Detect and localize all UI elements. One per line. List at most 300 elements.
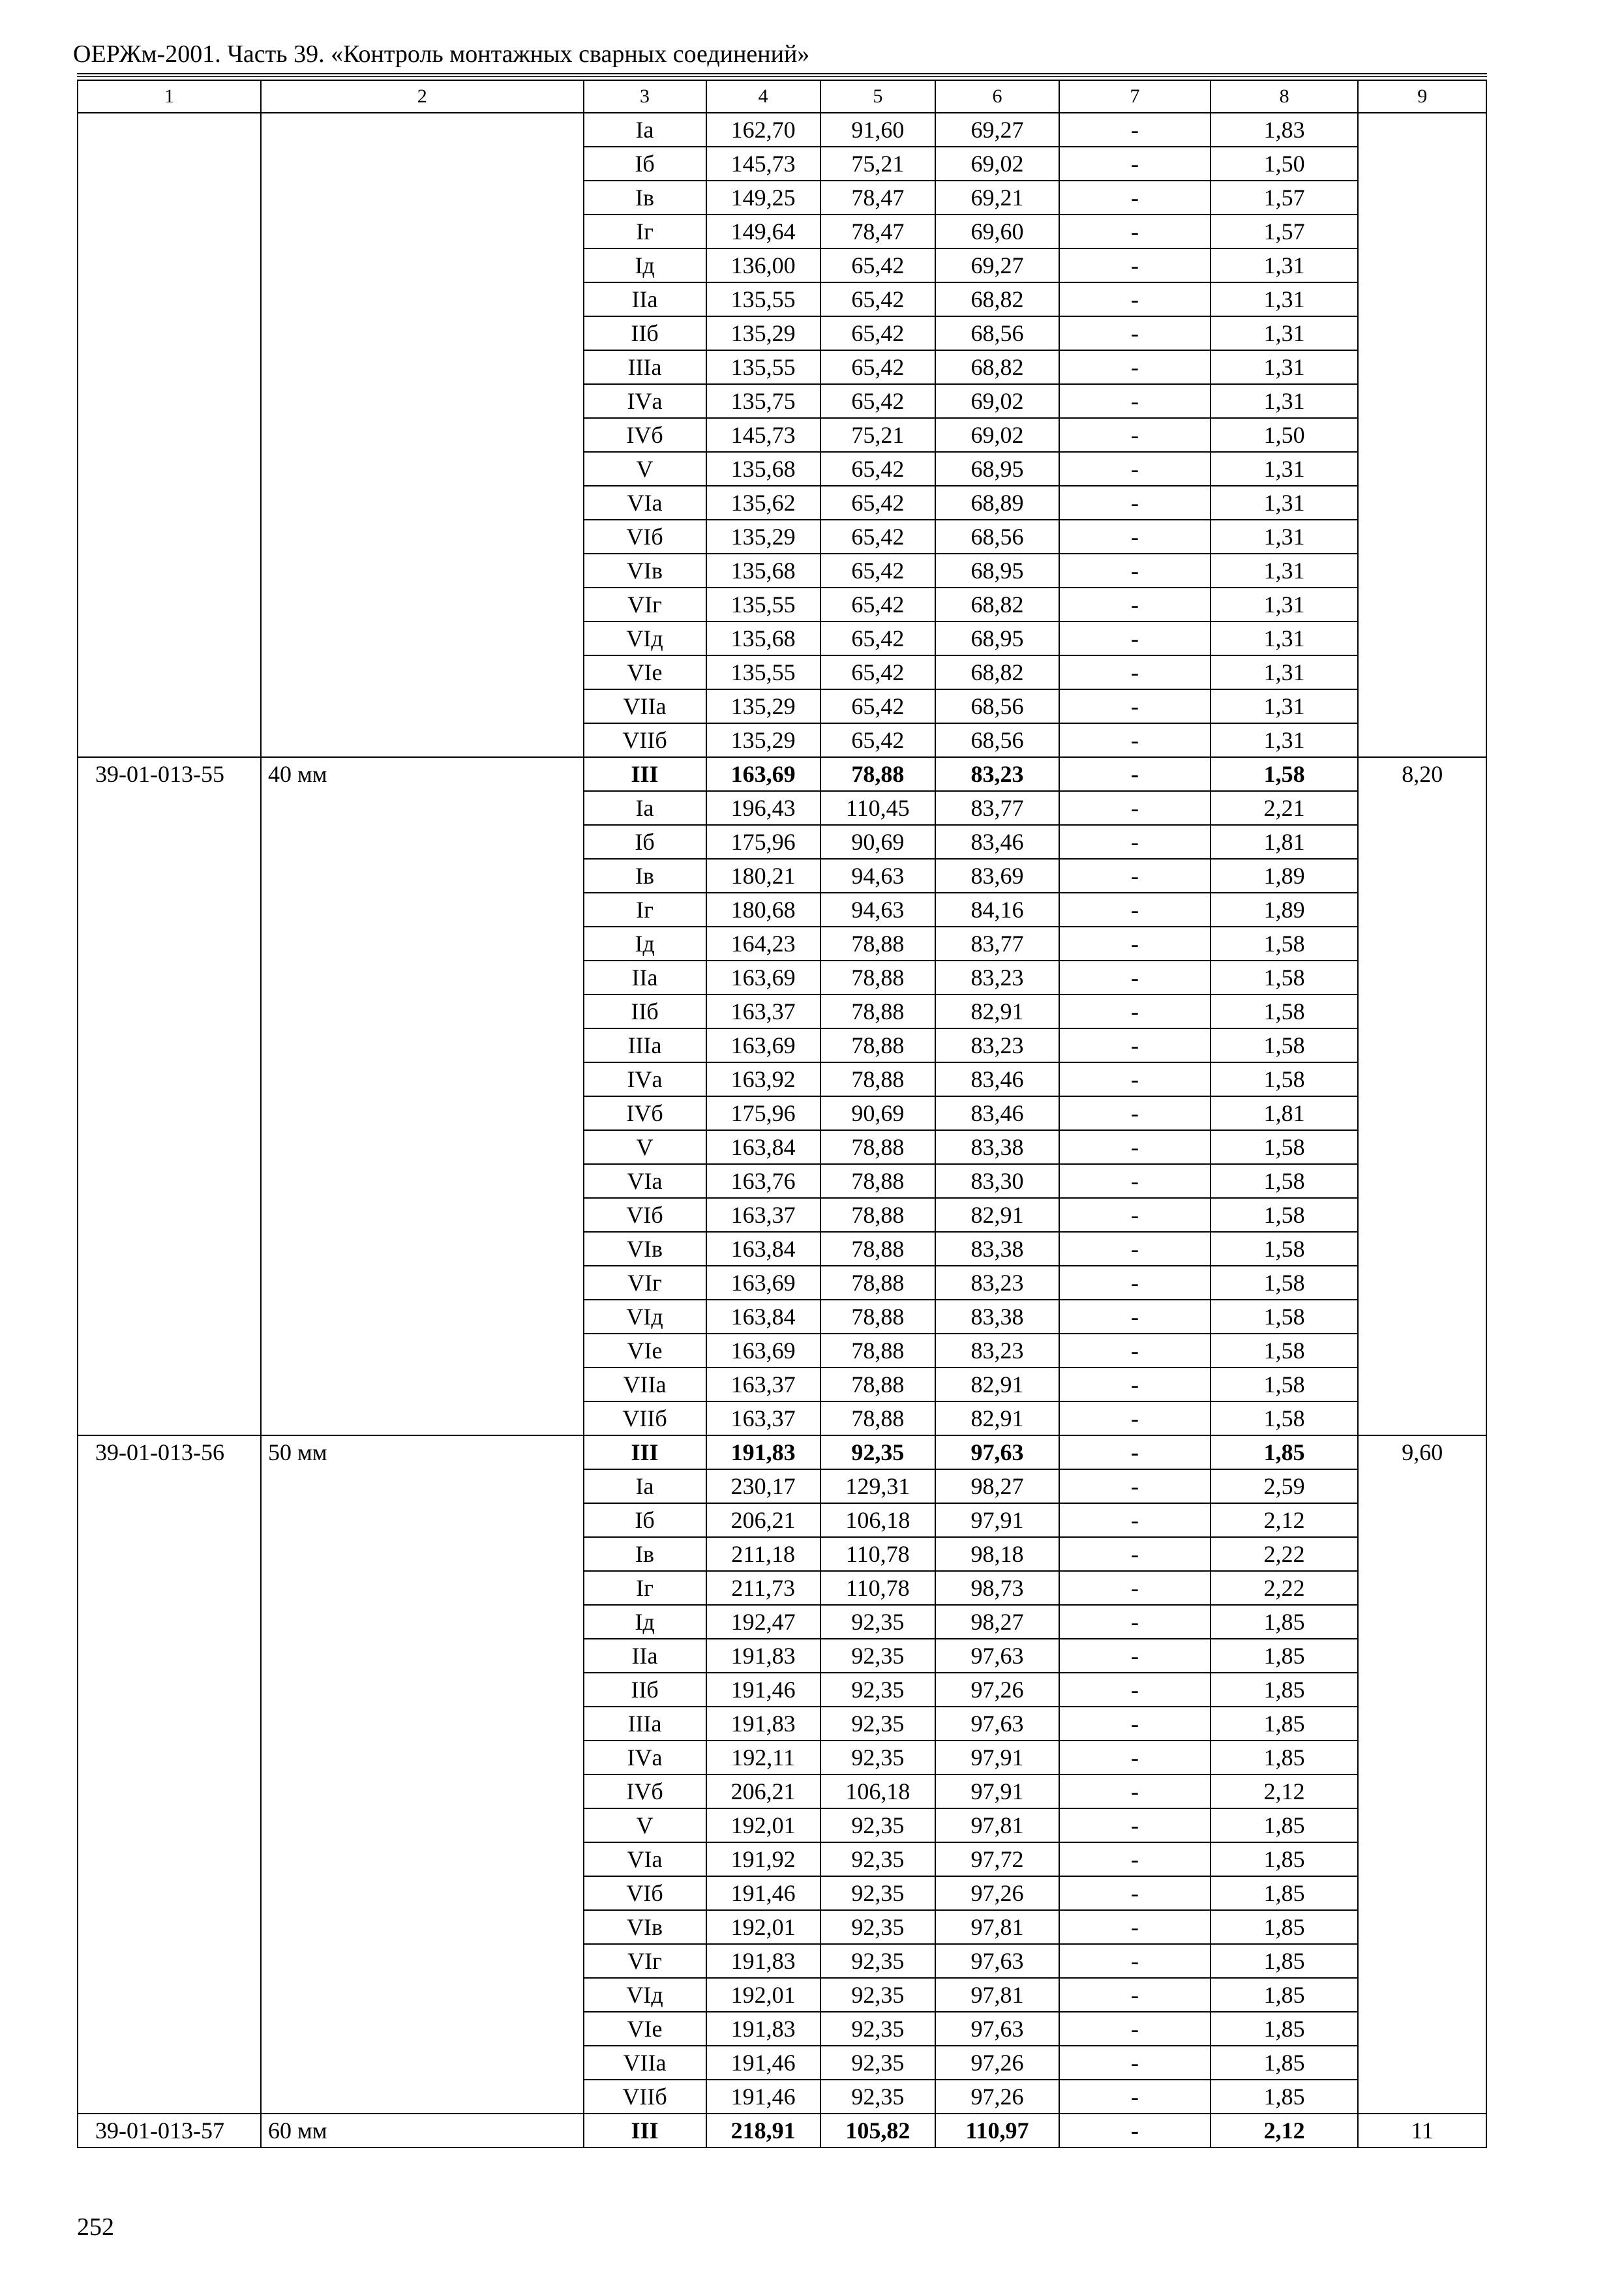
col7-value-cell: -	[1059, 689, 1210, 723]
col9-value-cell: 11	[1358, 2114, 1486, 2147]
section-cell: IIа	[584, 961, 706, 995]
col8-value-cell: 1,31	[1210, 486, 1358, 520]
section-cell: Iа	[584, 1469, 706, 1503]
col4-value-cell: 218,91	[706, 2114, 820, 2147]
col8-value-cell: 2,12	[1210, 1774, 1358, 1808]
column-number-cell: 6	[935, 80, 1059, 113]
col7-value-cell: -	[1059, 248, 1210, 282]
col5-value-cell: 75,21	[820, 147, 935, 181]
section-cell: VIе	[584, 1334, 706, 1368]
col4-value-cell: 191,83	[706, 1707, 820, 1741]
col4-value-cell: 163,84	[706, 1232, 820, 1266]
col5-value-cell: 92,35	[820, 1978, 935, 2012]
col4-value-cell: 191,83	[706, 2012, 820, 2046]
col6-value-cell: 69,27	[935, 248, 1059, 282]
col5-value-cell: 92,35	[820, 1435, 935, 1469]
col4-value-cell: 135,68	[706, 554, 820, 588]
col7-value-cell: -	[1059, 995, 1210, 1028]
col8-value-cell: 1,31	[1210, 621, 1358, 655]
section-cell: IIб	[584, 995, 706, 1028]
section-cell: Iв	[584, 1537, 706, 1571]
col7-value-cell: -	[1059, 1842, 1210, 1876]
col6-value-cell: 97,72	[935, 1842, 1059, 1876]
table-row	[78, 113, 1486, 147]
col8-value-cell: 1,89	[1210, 859, 1358, 893]
col4-value-cell: 192,11	[706, 1741, 820, 1774]
col6-value-cell: 97,63	[935, 1435, 1059, 1469]
rate-code-cell: 39-01-013-55	[78, 757, 261, 1435]
section-cell: VIд	[584, 621, 706, 655]
col4-value-cell: 211,73	[706, 1571, 820, 1605]
col8-value-cell: 1,85	[1210, 1978, 1358, 2012]
col6-value-cell: 82,91	[935, 1401, 1059, 1435]
column-number-cell: 2	[261, 80, 584, 113]
col8-value-cell: 1,50	[1210, 418, 1358, 452]
col6-value-cell: 68,82	[935, 655, 1059, 689]
header-rule-thick	[77, 73, 1487, 74]
col5-value-cell: 94,63	[820, 893, 935, 927]
col4-value-cell: 192,01	[706, 1808, 820, 1842]
section-cell: Iв	[584, 181, 706, 215]
col5-value-cell: 78,88	[820, 927, 935, 961]
col5-value-cell: 92,35	[820, 1876, 935, 1910]
col7-value-cell: -	[1059, 1096, 1210, 1130]
col7-value-cell: -	[1059, 1164, 1210, 1198]
rate-name-cell: 50 мм	[261, 1435, 584, 2114]
col5-value-cell: 92,35	[820, 1639, 935, 1673]
col5-value-cell: 65,42	[820, 350, 935, 384]
col4-value-cell: 163,92	[706, 1062, 820, 1096]
col4-value-cell: 135,75	[706, 384, 820, 418]
col7-value-cell: -	[1059, 2080, 1210, 2114]
col6-value-cell: 82,91	[935, 1198, 1059, 1232]
col8-value-cell: 1,89	[1210, 893, 1358, 927]
col6-value-cell: 68,95	[935, 554, 1059, 588]
col7-value-cell: -	[1059, 554, 1210, 588]
col5-value-cell: 78,88	[820, 1130, 935, 1164]
col8-value-cell: 1,58	[1210, 1401, 1358, 1435]
section-cell: IVа	[584, 1741, 706, 1774]
rate-code-cell: 39-01-013-56	[78, 1435, 261, 2114]
col6-value-cell: 97,26	[935, 2080, 1059, 2114]
col8-value-cell: 1,85	[1210, 1842, 1358, 1876]
col6-value-cell: 97,26	[935, 1673, 1059, 1707]
col7-value-cell: -	[1059, 486, 1210, 520]
section-cell: VIе	[584, 655, 706, 689]
col5-value-cell: 78,88	[820, 1232, 935, 1266]
col4-value-cell: 230,17	[706, 1469, 820, 1503]
section-cell: III	[584, 1435, 706, 1469]
section-cell: Iд	[584, 927, 706, 961]
col5-value-cell: 92,35	[820, 2046, 935, 2080]
col8-value-cell: 1,85	[1210, 1605, 1358, 1639]
col5-value-cell: 78,47	[820, 215, 935, 248]
col4-value-cell: 163,69	[706, 1266, 820, 1300]
section-cell: V	[584, 1130, 706, 1164]
col7-value-cell: -	[1059, 1368, 1210, 1401]
col8-value-cell: 2,12	[1210, 1503, 1358, 1537]
col5-value-cell: 92,35	[820, 1910, 935, 1944]
col6-value-cell: 98,27	[935, 1469, 1059, 1503]
col5-value-cell: 65,42	[820, 689, 935, 723]
col7-value-cell: -	[1059, 1639, 1210, 1673]
col4-value-cell: 135,29	[706, 316, 820, 350]
col7-value-cell: -	[1059, 418, 1210, 452]
col5-value-cell: 91,60	[820, 113, 935, 147]
col4-value-cell: 191,46	[706, 2080, 820, 2114]
section-cell: VIд	[584, 1300, 706, 1334]
section-cell: VIв	[584, 554, 706, 588]
col8-value-cell: 1,58	[1210, 1232, 1358, 1266]
col5-value-cell: 78,88	[820, 1266, 935, 1300]
col4-value-cell: 135,29	[706, 723, 820, 757]
col5-value-cell: 105,82	[820, 2114, 935, 2147]
col8-value-cell: 1,58	[1210, 1164, 1358, 1198]
header-rule-thin	[77, 76, 1487, 77]
section-cell: VIа	[584, 1164, 706, 1198]
section-cell: V	[584, 1808, 706, 1842]
section-cell: VIIа	[584, 2046, 706, 2080]
col6-value-cell: 97,63	[935, 1639, 1059, 1673]
col7-value-cell: -	[1059, 2114, 1210, 2147]
col5-value-cell: 78,88	[820, 1198, 935, 1232]
section-cell: VIг	[584, 1944, 706, 1978]
col4-value-cell: 135,29	[706, 520, 820, 554]
col6-value-cell: 83,46	[935, 825, 1059, 859]
col6-value-cell: 97,91	[935, 1741, 1059, 1774]
col7-value-cell: -	[1059, 1673, 1210, 1707]
col7-value-cell: -	[1059, 2046, 1210, 2080]
col7-value-cell: -	[1059, 1503, 1210, 1537]
col8-value-cell: 1,58	[1210, 1198, 1358, 1232]
col8-value-cell: 1,85	[1210, 1876, 1358, 1910]
section-cell: VIIб	[584, 723, 706, 757]
col4-value-cell: 163,76	[706, 1164, 820, 1198]
col7-value-cell: -	[1059, 588, 1210, 621]
col5-value-cell: 110,78	[820, 1537, 935, 1571]
col7-value-cell: -	[1059, 350, 1210, 384]
col8-value-cell: 1,85	[1210, 1639, 1358, 1673]
col7-value-cell: -	[1059, 215, 1210, 248]
col6-value-cell: 83,77	[935, 927, 1059, 961]
col6-value-cell: 83,23	[935, 961, 1059, 995]
col4-value-cell: 135,62	[706, 486, 820, 520]
col4-value-cell: 135,55	[706, 350, 820, 384]
col4-value-cell: 191,46	[706, 1876, 820, 1910]
col8-value-cell: 2,22	[1210, 1571, 1358, 1605]
col8-value-cell: 1,58	[1210, 1300, 1358, 1334]
column-number-row	[78, 80, 1486, 113]
col5-value-cell: 92,35	[820, 1741, 935, 1774]
col4-value-cell: 180,21	[706, 859, 820, 893]
col7-value-cell: -	[1059, 825, 1210, 859]
section-cell: Iд	[584, 248, 706, 282]
col6-value-cell: 69,02	[935, 418, 1059, 452]
col7-value-cell: -	[1059, 859, 1210, 893]
col4-value-cell: 135,68	[706, 621, 820, 655]
col4-value-cell: 149,25	[706, 181, 820, 215]
col6-value-cell: 68,89	[935, 486, 1059, 520]
col7-value-cell: -	[1059, 1062, 1210, 1096]
col8-value-cell: 1,31	[1210, 248, 1358, 282]
col8-value-cell: 1,57	[1210, 181, 1358, 215]
col6-value-cell: 69,60	[935, 215, 1059, 248]
col7-value-cell: -	[1059, 791, 1210, 825]
col4-value-cell: 135,68	[706, 452, 820, 486]
col6-value-cell: 82,91	[935, 1368, 1059, 1401]
col5-value-cell: 65,42	[820, 723, 935, 757]
col8-value-cell: 1,31	[1210, 689, 1358, 723]
col8-value-cell: 1,83	[1210, 113, 1358, 147]
col4-value-cell: 163,69	[706, 1028, 820, 1062]
col8-value-cell: 1,85	[1210, 1435, 1358, 1469]
col8-value-cell: 1,85	[1210, 2046, 1358, 2080]
col7-value-cell: -	[1059, 1266, 1210, 1300]
column-number-cell: 5	[820, 80, 935, 113]
col8-value-cell: 1,85	[1210, 2012, 1358, 2046]
col4-value-cell: 191,83	[706, 1639, 820, 1673]
section-cell: IIIа	[584, 350, 706, 384]
page-number: 252	[77, 2213, 114, 2241]
section-cell: IIа	[584, 282, 706, 316]
col5-value-cell: 65,42	[820, 282, 935, 316]
col8-value-cell: 1,57	[1210, 215, 1358, 248]
col5-value-cell: 65,42	[820, 316, 935, 350]
col5-value-cell: 106,18	[820, 1503, 935, 1537]
col5-value-cell: 78,88	[820, 1164, 935, 1198]
col7-value-cell: -	[1059, 927, 1210, 961]
col8-value-cell: 1,31	[1210, 452, 1358, 486]
col8-value-cell: 1,31	[1210, 554, 1358, 588]
section-cell: IVб	[584, 1096, 706, 1130]
col8-value-cell: 1,31	[1210, 350, 1358, 384]
col7-value-cell: -	[1059, 1334, 1210, 1368]
col8-value-cell: 1,58	[1210, 1266, 1358, 1300]
col7-value-cell: -	[1059, 1198, 1210, 1232]
col7-value-cell: -	[1059, 757, 1210, 791]
col4-value-cell: 163,37	[706, 1401, 820, 1435]
col4-value-cell: 145,73	[706, 147, 820, 181]
col4-value-cell: 163,84	[706, 1300, 820, 1334]
col7-value-cell: -	[1059, 1571, 1210, 1605]
col8-value-cell: 2,21	[1210, 791, 1358, 825]
col8-value-cell: 2,12	[1210, 2114, 1358, 2147]
col5-value-cell: 92,35	[820, 1707, 935, 1741]
col6-value-cell: 83,38	[935, 1232, 1059, 1266]
col6-value-cell: 69,27	[935, 113, 1059, 147]
col9-value-cell: 8,20	[1358, 757, 1486, 1435]
col8-value-cell: 1,31	[1210, 588, 1358, 621]
col6-value-cell: 110,97	[935, 2114, 1059, 2147]
col4-value-cell: 192,47	[706, 1605, 820, 1639]
col8-value-cell: 1,58	[1210, 1062, 1358, 1096]
rate-name-cell: 40 мм	[261, 757, 584, 1435]
col5-value-cell: 65,42	[820, 384, 935, 418]
section-cell: Iв	[584, 859, 706, 893]
col6-value-cell: 69,02	[935, 147, 1059, 181]
col6-value-cell: 97,63	[935, 1707, 1059, 1741]
col7-value-cell: -	[1059, 961, 1210, 995]
col5-value-cell: 78,88	[820, 1300, 935, 1334]
col6-value-cell: 68,56	[935, 520, 1059, 554]
col5-value-cell: 110,78	[820, 1571, 935, 1605]
col6-value-cell: 83,77	[935, 791, 1059, 825]
col6-value-cell: 68,56	[935, 689, 1059, 723]
col6-value-cell: 97,91	[935, 1774, 1059, 1808]
col4-value-cell: 163,37	[706, 1198, 820, 1232]
col6-value-cell: 82,91	[935, 995, 1059, 1028]
section-cell: VIIб	[584, 1401, 706, 1435]
col5-value-cell: 65,42	[820, 655, 935, 689]
col5-value-cell: 78,88	[820, 1028, 935, 1062]
col8-value-cell: 1,85	[1210, 1707, 1358, 1741]
col5-value-cell: 75,21	[820, 418, 935, 452]
col4-value-cell: 175,96	[706, 825, 820, 859]
col8-value-cell: 1,31	[1210, 384, 1358, 418]
section-cell: VIе	[584, 2012, 706, 2046]
col5-value-cell: 65,42	[820, 554, 935, 588]
section-cell: Iа	[584, 791, 706, 825]
col7-value-cell: -	[1059, 452, 1210, 486]
col6-value-cell: 83,46	[935, 1062, 1059, 1096]
section-cell: Iб	[584, 1503, 706, 1537]
column-number-cell: 4	[706, 80, 820, 113]
col5-value-cell: 65,42	[820, 621, 935, 655]
col4-value-cell: 192,01	[706, 1910, 820, 1944]
section-cell: VIв	[584, 1232, 706, 1266]
col8-value-cell: 1,85	[1210, 2080, 1358, 2114]
col7-value-cell: -	[1059, 621, 1210, 655]
col5-value-cell: 92,35	[820, 1842, 935, 1876]
col5-value-cell: 78,88	[820, 1062, 935, 1096]
col8-value-cell: 1,31	[1210, 520, 1358, 554]
col6-value-cell: 68,56	[935, 723, 1059, 757]
col6-value-cell: 68,56	[935, 316, 1059, 350]
col8-value-cell: 2,22	[1210, 1537, 1358, 1571]
rate-code-cell: 39-01-013-57	[78, 2114, 261, 2147]
section-cell: IIб	[584, 1673, 706, 1707]
col5-value-cell: 65,42	[820, 452, 935, 486]
section-cell: VIIа	[584, 689, 706, 723]
col4-value-cell: 136,00	[706, 248, 820, 282]
col7-value-cell: -	[1059, 1605, 1210, 1639]
col5-value-cell: 92,35	[820, 1944, 935, 1978]
col7-value-cell: -	[1059, 1741, 1210, 1774]
col7-value-cell: -	[1059, 723, 1210, 757]
col4-value-cell: 196,43	[706, 791, 820, 825]
col5-value-cell: 65,42	[820, 520, 935, 554]
table-row	[78, 757, 1486, 791]
col4-value-cell: 163,84	[706, 1130, 820, 1164]
column-number-cell: 1	[78, 80, 261, 113]
section-cell: Iб	[584, 825, 706, 859]
rate-code-cell	[78, 113, 261, 757]
col4-value-cell: 135,55	[706, 588, 820, 621]
col8-value-cell: 1,85	[1210, 1673, 1358, 1707]
col7-value-cell: -	[1059, 1910, 1210, 1944]
section-cell: IVб	[584, 418, 706, 452]
col6-value-cell: 83,38	[935, 1130, 1059, 1164]
col5-value-cell: 92,35	[820, 1808, 935, 1842]
col7-value-cell: -	[1059, 520, 1210, 554]
col8-value-cell: 1,58	[1210, 995, 1358, 1028]
col6-value-cell: 68,82	[935, 282, 1059, 316]
col4-value-cell: 180,68	[706, 893, 820, 927]
col8-value-cell: 1,31	[1210, 723, 1358, 757]
col4-value-cell: 163,37	[706, 1368, 820, 1401]
col5-value-cell: 78,47	[820, 181, 935, 215]
col6-value-cell: 83,23	[935, 757, 1059, 791]
col6-value-cell: 97,63	[935, 2012, 1059, 2046]
col5-value-cell: 92,35	[820, 2080, 935, 2114]
col6-value-cell: 83,23	[935, 1028, 1059, 1062]
col4-value-cell: 163,69	[706, 757, 820, 791]
col7-value-cell: -	[1059, 316, 1210, 350]
col6-value-cell: 69,02	[935, 384, 1059, 418]
col8-value-cell: 2,59	[1210, 1469, 1358, 1503]
table-row	[78, 1435, 1486, 1469]
section-cell: VIд	[584, 1978, 706, 2012]
col8-value-cell: 1,58	[1210, 1334, 1358, 1368]
section-cell: VIг	[584, 588, 706, 621]
col6-value-cell: 83,46	[935, 1096, 1059, 1130]
col4-value-cell: 162,70	[706, 113, 820, 147]
column-number-cell: 7	[1059, 80, 1210, 113]
section-cell: IIа	[584, 1639, 706, 1673]
col7-value-cell: -	[1059, 1707, 1210, 1741]
section-cell: VIб	[584, 520, 706, 554]
col5-value-cell: 65,42	[820, 248, 935, 282]
col6-value-cell: 97,91	[935, 1503, 1059, 1537]
col4-value-cell: 135,29	[706, 689, 820, 723]
col7-value-cell: -	[1059, 1808, 1210, 1842]
col7-value-cell: -	[1059, 1232, 1210, 1266]
section-cell: IVа	[584, 384, 706, 418]
col4-value-cell: 191,83	[706, 1435, 820, 1469]
col7-value-cell: -	[1059, 655, 1210, 689]
col8-value-cell: 1,58	[1210, 961, 1358, 995]
col7-value-cell: -	[1059, 1944, 1210, 1978]
col6-value-cell: 83,23	[935, 1266, 1059, 1300]
rates-table	[77, 80, 1487, 2148]
col6-value-cell: 83,38	[935, 1300, 1059, 1334]
col5-value-cell: 78,88	[820, 1368, 935, 1401]
section-cell: Iа	[584, 113, 706, 147]
col7-value-cell: -	[1059, 1300, 1210, 1334]
col6-value-cell: 68,82	[935, 588, 1059, 621]
col4-value-cell: 145,73	[706, 418, 820, 452]
col5-value-cell: 65,42	[820, 588, 935, 621]
col6-value-cell: 98,18	[935, 1537, 1059, 1571]
section-cell: IIIа	[584, 1707, 706, 1741]
col8-value-cell: 1,81	[1210, 825, 1358, 859]
col4-value-cell: 191,92	[706, 1842, 820, 1876]
col6-value-cell: 83,69	[935, 859, 1059, 893]
col6-value-cell: 68,95	[935, 621, 1059, 655]
section-cell: IIб	[584, 316, 706, 350]
col4-value-cell: 175,96	[706, 1096, 820, 1130]
col7-value-cell: -	[1059, 282, 1210, 316]
col6-value-cell: 98,27	[935, 1605, 1059, 1639]
col6-value-cell: 97,81	[935, 1910, 1059, 1944]
col5-value-cell: 78,88	[820, 1401, 935, 1435]
col5-value-cell: 92,35	[820, 1605, 935, 1639]
col7-value-cell: -	[1059, 113, 1210, 147]
col6-value-cell: 69,21	[935, 181, 1059, 215]
col8-value-cell: 1,85	[1210, 1808, 1358, 1842]
col7-value-cell: -	[1059, 2012, 1210, 2046]
col8-value-cell: 1,58	[1210, 1028, 1358, 1062]
